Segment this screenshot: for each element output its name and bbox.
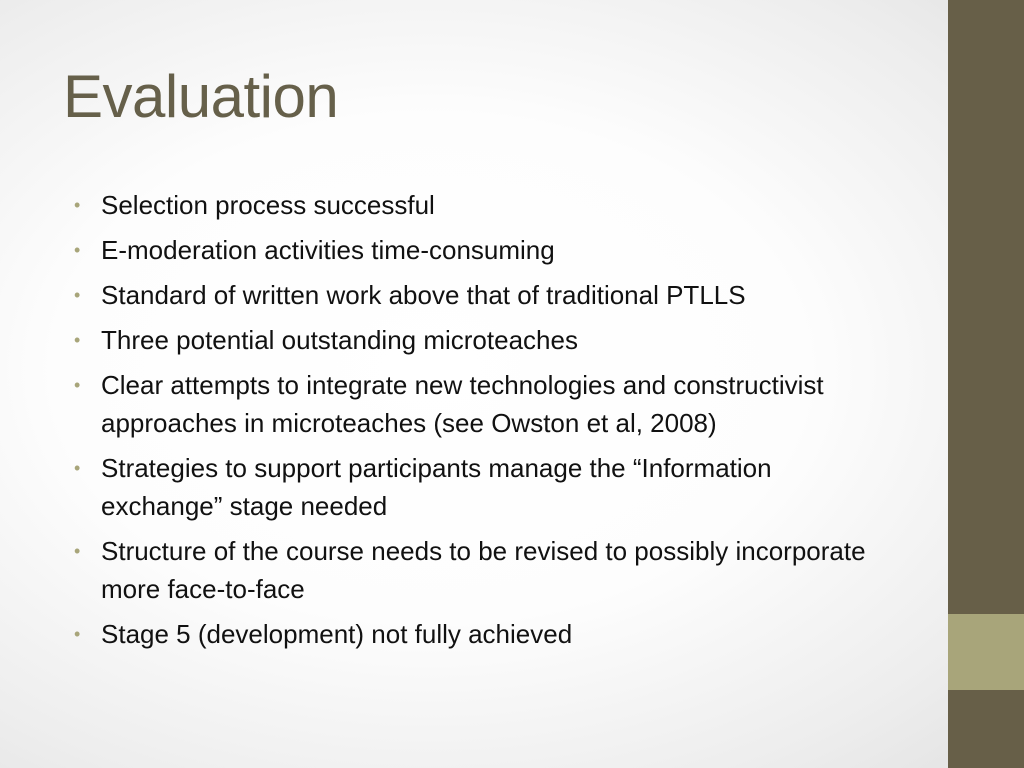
bullet-text: Clear attempts to integrate new technologies and constructivist approaches in microteaches (see Owston et al, 2008) [101,370,824,438]
bullet-icon: • [74,624,81,644]
bullet-text: Structure of the course needs to be revised to possibly incorporate more face-to-face [101,536,866,604]
bullet-item [74,615,884,653]
bullet-text: Stage 5 (development) not fully achieved [101,619,573,649]
bullet-item [74,532,884,608]
bullet-item [74,186,884,224]
bullet-text: Three potential outstanding microteaches [101,325,578,355]
bullet-item [74,321,884,359]
bullet-text: E-moderation activities time-consuming [101,235,555,265]
bullet-icon: • [74,195,81,215]
bullet-list [74,186,884,660]
bullet-item [74,276,884,314]
decorative-side-bar [948,0,1024,768]
bullet-text: Selection process successful [101,190,435,220]
bullet-icon: • [74,240,81,260]
bullet-icon: • [74,458,81,478]
bullet-icon: • [74,541,81,561]
bullet-item [74,231,884,269]
bullet-item [74,366,884,442]
bullet-item [74,449,884,525]
bullet-icon: • [74,285,81,305]
slide-title: Evaluation [63,63,339,130]
side-bar-accent-block [948,614,1024,690]
bullet-text: Strategies to support participants manage the “Information exchange” stage needed [101,453,772,521]
bullet-icon: • [74,330,81,350]
bullet-icon: • [74,375,81,395]
bullet-text: Standard of written work above that of traditional PTLLS [101,280,746,310]
